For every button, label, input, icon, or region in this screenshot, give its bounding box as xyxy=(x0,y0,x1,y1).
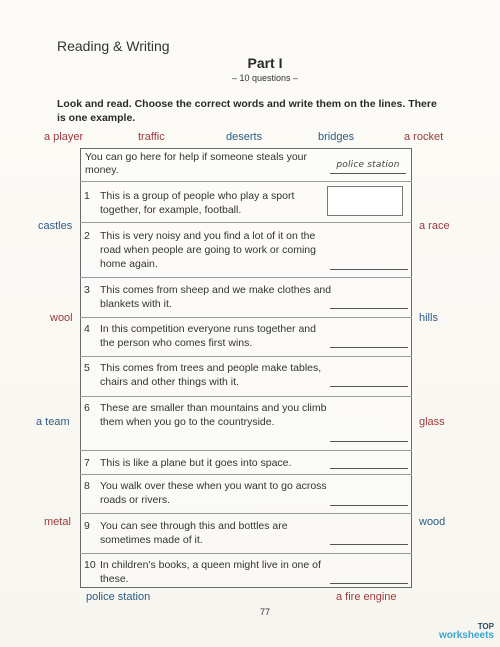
divider xyxy=(80,317,412,318)
answer-line-8[interactable] xyxy=(330,505,408,506)
word-glass: glass xyxy=(419,416,445,428)
question-number: 9 xyxy=(84,520,90,532)
divider xyxy=(80,222,412,223)
word-police-station: police station xyxy=(86,591,151,603)
part-subtitle: – 10 questions – xyxy=(231,73,299,83)
answer-line-7[interactable] xyxy=(330,468,408,469)
question-6 xyxy=(84,401,334,429)
word-a-race: a race xyxy=(419,220,450,232)
word-wood: wood xyxy=(419,516,446,528)
question-number: 8 xyxy=(84,480,90,492)
question-9 xyxy=(84,519,334,547)
question-number: 6 xyxy=(84,402,90,414)
section-title: Reading & Writing xyxy=(57,38,170,54)
divider xyxy=(80,277,412,278)
question-number: 5 xyxy=(84,362,90,374)
question-1 xyxy=(84,189,334,217)
question-number: 7 xyxy=(84,457,90,469)
word-castles: castles xyxy=(38,220,73,232)
divider xyxy=(80,356,412,357)
divider xyxy=(80,513,412,514)
question-text: This is a group of people who play a sport together, for example, football. xyxy=(100,190,295,216)
brand-logo xyxy=(439,622,494,640)
question-2 xyxy=(84,229,334,271)
brand-name: worksheets xyxy=(438,630,494,641)
question-number: 4 xyxy=(84,323,90,335)
question-text: These are smaller than mountains and you climb them when you go to the countryside. xyxy=(100,402,327,428)
question-number: 1 xyxy=(84,190,90,202)
brand-top: TOP xyxy=(477,622,494,631)
question-text: You can see through this and bottles are sometimes made of it. xyxy=(100,520,288,546)
answer-line-10[interactable] xyxy=(330,583,408,584)
question-text: This comes from trees and people make tables, chairs and other things with it. xyxy=(100,362,322,388)
instructions: Look and read. Choose the correct words and write them on the lines. There is one example. xyxy=(57,98,437,124)
word-metal: metal xyxy=(44,516,71,528)
example-question: You can go here for help if someone steals your money. xyxy=(85,151,308,176)
word-bridges: bridges xyxy=(318,131,355,143)
answer-line-3[interactable] xyxy=(330,308,408,309)
answer-line-5[interactable] xyxy=(330,386,408,387)
question-number: 3 xyxy=(84,284,90,296)
question-text: This is like a plane but it goes into space. xyxy=(100,457,292,469)
question-4 xyxy=(84,322,334,350)
word-wool: wool xyxy=(50,312,73,324)
part-title: Part I xyxy=(247,55,283,71)
word-traffic: traffic xyxy=(138,131,165,143)
question-number: 2 xyxy=(84,230,90,242)
question-number: 10 xyxy=(84,559,96,571)
divider xyxy=(80,181,412,182)
question-3 xyxy=(84,283,334,311)
answer-line-9[interactable] xyxy=(330,544,408,545)
question-text: This is very noisy and you find a lot of it on the road when people are going to work or coming home again. xyxy=(100,230,316,270)
answer-line-4[interactable] xyxy=(330,347,408,348)
question-text: You walk over these when you want to go across roads or rivers. xyxy=(100,480,327,506)
question-10 xyxy=(84,558,334,586)
divider xyxy=(80,553,412,554)
question-5 xyxy=(84,361,334,389)
answer-line-2[interactable] xyxy=(330,269,408,270)
word-a-player: a player xyxy=(44,131,84,143)
question-text: This comes from sheep and we make clothes and blankets with it. xyxy=(100,284,332,310)
word-a-rocket: a rocket xyxy=(404,131,444,143)
question-text: In children's books, a queen might live in one of these. xyxy=(100,559,321,585)
word-deserts: deserts xyxy=(226,131,263,143)
word-a-team: a team xyxy=(36,416,70,428)
answer-line-6[interactable] xyxy=(330,441,408,442)
question-text: In this competition everyone runs together and the person who comes first wins. xyxy=(100,323,316,349)
page-number: 77 xyxy=(259,607,270,617)
question-7 xyxy=(84,456,334,470)
word-hills: hills xyxy=(419,312,438,324)
divider xyxy=(80,474,412,475)
word-a-fire-engine: a fire engine xyxy=(336,591,397,603)
question-8 xyxy=(84,479,334,507)
example-answer: police station xyxy=(330,160,406,174)
answer-field-1[interactable] xyxy=(327,186,403,216)
divider xyxy=(80,450,412,451)
divider xyxy=(80,396,412,397)
